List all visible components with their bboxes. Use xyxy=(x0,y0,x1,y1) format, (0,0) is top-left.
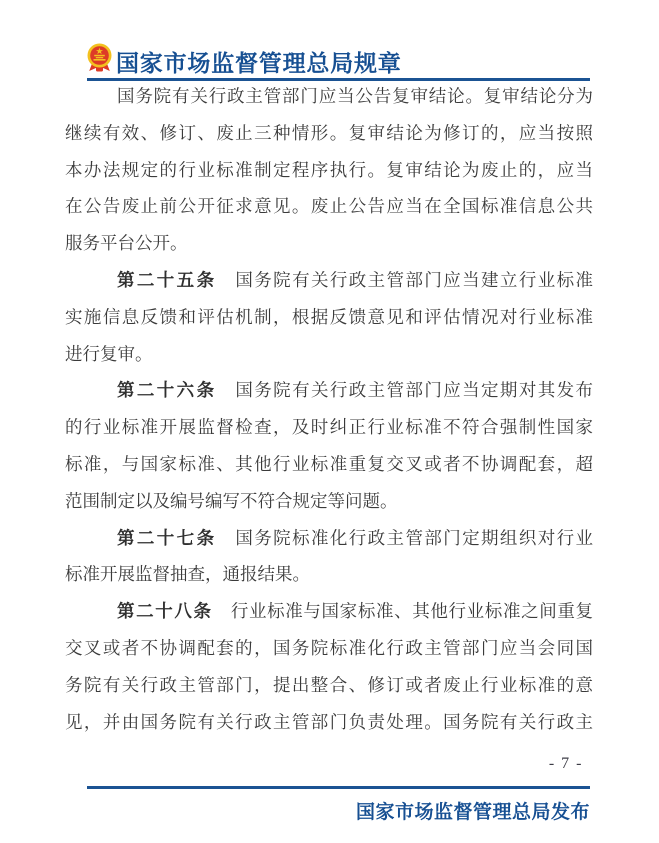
text-line: 交叉或者不协调配套的，国务院标准化行政主管部门应当会同国 xyxy=(65,637,593,658)
document-body xyxy=(65,78,593,740)
text-line: 见，并由国务院有关行政主管部门负责处理。国务院有关行政主 xyxy=(65,711,593,732)
footer-divider xyxy=(87,786,590,789)
article-line: 第二十六条 国务院有关行政主管部门应当定期对其发布 xyxy=(117,380,593,401)
article-line: 第二十五条 国务院有关行政主管部门应当建立行业标准 xyxy=(117,269,593,290)
text-line: 标准开展监督抽查，通报结果。 xyxy=(65,564,310,585)
text-line: 的行业标准开展监督检查，及时纠正行业标准不符合强制性国家 xyxy=(65,417,593,438)
text-line: 实施信息反馈和评估机制，根据反馈意见和评估情况对行业标准 xyxy=(65,306,593,327)
article-number: 第二十七条 xyxy=(117,527,217,548)
text-line: 范围制定以及编号编写不符合规定等问题。 xyxy=(65,490,398,511)
text-line: 标准，与国家标准、其他行业标准重复交叉或者不协调配套，超 xyxy=(65,453,593,474)
page-number: - 7 - xyxy=(548,755,583,772)
article-number: 第二十五条 xyxy=(117,269,217,290)
text-line: 务院有关行政主管部门，提出整合、修订或者废止行业标准的意 xyxy=(65,674,593,695)
text-line: 继续有效、修订、废止三种情形。复审结论为修订的，应当按照 xyxy=(65,122,593,143)
text-line: 进行复审。 xyxy=(65,343,153,364)
article-number: 第二十六条 xyxy=(117,380,217,401)
page-title: 国家市场监督管理总局规章 xyxy=(116,50,402,76)
text-line: 在公告废止前公开征求意见。废止公告应当在全国标准信息公共 xyxy=(65,196,593,217)
publisher-label: 国家市场监督管理总局发布 xyxy=(355,802,590,823)
article-line: 第二十八条 行业标准与国家标准、其他行业标准之间重复 xyxy=(117,601,593,622)
article-number: 第二十八条 xyxy=(117,601,213,622)
article-line: 第二十七条 国务院标准化行政主管部门定期组织对行业 xyxy=(117,527,593,548)
national-emblem-icon xyxy=(87,43,112,74)
text-line: 国务院有关行政主管部门应当公告复审结论。复审结论分为 xyxy=(117,86,593,106)
text-line: 服务平台公开。 xyxy=(65,233,188,254)
text-line: 本办法规定的行业标准制定程序执行。复审结论为废止的，应当 xyxy=(65,159,593,180)
